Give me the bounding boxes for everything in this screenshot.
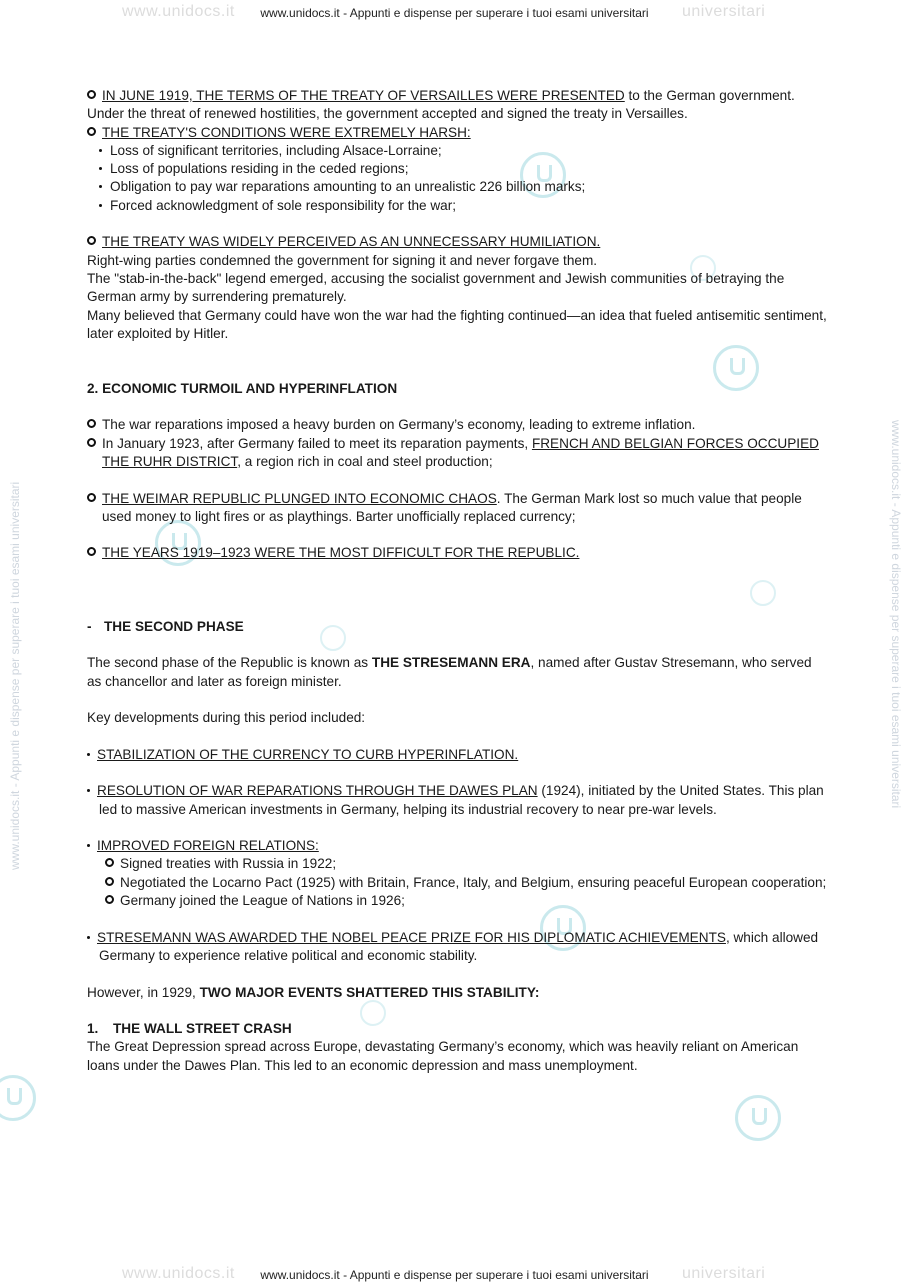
circle-bullet-icon bbox=[105, 858, 114, 867]
subsection-heading: 1. THE WALL STREET CRASH bbox=[87, 1021, 292, 1037]
circle-bullet-icon bbox=[105, 895, 114, 904]
list-item: IMPROVED FOREIGN RELATIONS: bbox=[87, 837, 827, 855]
circle-bullet-icon bbox=[87, 493, 96, 502]
versailles-item-conditions: THE TREATY'S CONDITIONS WERE EXTREMELY HARSH: bbox=[87, 124, 827, 142]
versailles-item-humiliation: THE TREATY WAS WIDELY PERCEIVED AS AN UNNECESSARY HUMILIATION. bbox=[87, 233, 827, 251]
dot-bullet-icon bbox=[87, 789, 90, 792]
circle-bullet-icon bbox=[87, 127, 96, 136]
paragraph: The second phase of the Republic is known as THE STRESEMANN ERA, named after Gustav Stresemann, who served as chancellor and later as foreign minister. bbox=[87, 655, 812, 689]
page-footer: www.unidocs.it - Appunti e dispense per superare i tuoi esami universitari bbox=[260, 1268, 649, 1282]
list-item: STRESEMANN WAS AWARDED THE NOBEL PEACE PRIZE FOR HIS DIPLOMATIC ACHIEVEMENTS, which allowed Germany to experience relative political and economic stability. bbox=[87, 929, 827, 966]
watermark-text: universitari bbox=[682, 1265, 766, 1282]
watermark-text: www.unidocs.it bbox=[122, 3, 235, 20]
circle-bullet-icon bbox=[87, 419, 96, 428]
document-body bbox=[87, 87, 827, 1075]
section-heading: 2. ECONOMIC TURMOIL AND HYPERINFLATION bbox=[87, 380, 398, 396]
paragraph: The "stab-in-the-back" legend emerged, accusing the socialist government and Jewish communities of betraying the German army by surrendering prematurely. bbox=[87, 270, 785, 305]
dot-bullet-icon bbox=[99, 149, 102, 152]
circle-bullet-icon bbox=[87, 547, 96, 556]
watermark-logo-icon bbox=[735, 1095, 781, 1141]
paragraph: Key developments during this period included: bbox=[87, 710, 366, 726]
section-heading: - THE SECOND PHASE bbox=[87, 618, 244, 634]
paragraph: Many believed that Germany could have won the war had the fighting continued—an idea that fueled antisemitic sentiment, later exploited by Hitler. bbox=[87, 307, 827, 341]
watermark-text: universitari bbox=[682, 3, 766, 20]
dot-bullet-icon bbox=[99, 204, 102, 207]
page-header: www.unidocs.it - Appunti e dispense per superare i tuoi esami universitari bbox=[260, 6, 649, 20]
economic-item-chaos: THE WEIMAR REPUBLIC PLUNGED INTO ECONOMIC CHAOS. The German Mark lost so much value that people used money to light fires or as playthings. Barter unofficially replaced currency; bbox=[87, 490, 827, 527]
dot-bullet-icon bbox=[87, 936, 90, 939]
watermark-logo-icon bbox=[0, 1075, 36, 1121]
circle-bullet-icon bbox=[105, 877, 114, 886]
side-watermark-right: www.unidocs.it - Appunti e dispense per superare i tuoi esami universitari bbox=[889, 420, 903, 809]
list-item: Loss of populations residing in the ceded regions; bbox=[87, 160, 827, 178]
dot-bullet-icon bbox=[87, 844, 90, 847]
list-item: RESOLUTION OF WAR REPARATIONS THROUGH THE DAWES PLAN (1924), initiated by the United States. This plan led to massive American investments in Germany, helping its industrial recovery to near pre-war levels. bbox=[87, 782, 827, 819]
list-item: Negotiated the Locarno Pact (1925) with Britain, France, Italy, and Belgium, ensuring peaceful European cooperation; bbox=[87, 874, 827, 892]
paragraph: However, in 1929, TWO MAJOR EVENTS SHATTERED THIS STABILITY: bbox=[87, 984, 540, 1000]
side-watermark-left: www.unidocs.it - Appunti e dispense per superare i tuoi esami universitari bbox=[8, 481, 22, 870]
watermark-text: www.unidocs.it bbox=[122, 1265, 235, 1282]
list-item: Signed treaties with Russia in 1922; bbox=[87, 855, 827, 873]
circle-bullet-icon bbox=[87, 90, 96, 99]
list-item: Loss of significant territories, including Alsace-Lorraine; bbox=[87, 142, 827, 160]
dot-bullet-icon bbox=[87, 753, 90, 756]
circle-bullet-icon bbox=[87, 438, 96, 447]
paragraph: The Great Depression spread across Europe, devastating Germany’s economy, which was heavily reliant on American loans under the Dawes Plan. This led to an economic depression and mass unemployment. bbox=[87, 1039, 799, 1073]
paragraph: Right-wing parties condemned the government for signing it and never forgave them. bbox=[87, 252, 598, 268]
dot-bullet-icon bbox=[99, 185, 102, 188]
list-item: Germany joined the League of Nations in 1926; bbox=[87, 892, 827, 910]
paragraph: Under the threat of renewed hostilities, the government accepted and signed the treaty in Versailles. bbox=[87, 106, 688, 122]
list-item: Obligation to pay war reparations amounting to an unrealistic 226 billion marks; bbox=[87, 178, 827, 196]
economic-item-reparations: The war reparations imposed a heavy burden on Germany’s economy, leading to extreme inflation. bbox=[87, 416, 827, 434]
list-item: Forced acknowledgment of sole responsibility for the war; bbox=[87, 197, 827, 215]
circle-bullet-icon bbox=[87, 236, 96, 245]
economic-item-ruhr: In January 1923, after Germany failed to meet its reparation payments, FRENCH AND BELGIAN FORCES OCCUPIED THE RUHR DISTRICT, a region rich in coal and steel production; bbox=[87, 435, 827, 472]
versailles-item-terms: IN JUNE 1919, THE TERMS OF THE TREATY OF VERSAILLES WERE PRESENTED to the German government. bbox=[87, 87, 827, 105]
dot-bullet-icon bbox=[99, 167, 102, 170]
economic-item-years: THE YEARS 1919–1923 WERE THE MOST DIFFICULT FOR THE REPUBLIC. bbox=[87, 544, 827, 562]
list-item: STABILIZATION OF THE CURRENCY TO CURB HYPERINFLATION. bbox=[87, 746, 827, 764]
